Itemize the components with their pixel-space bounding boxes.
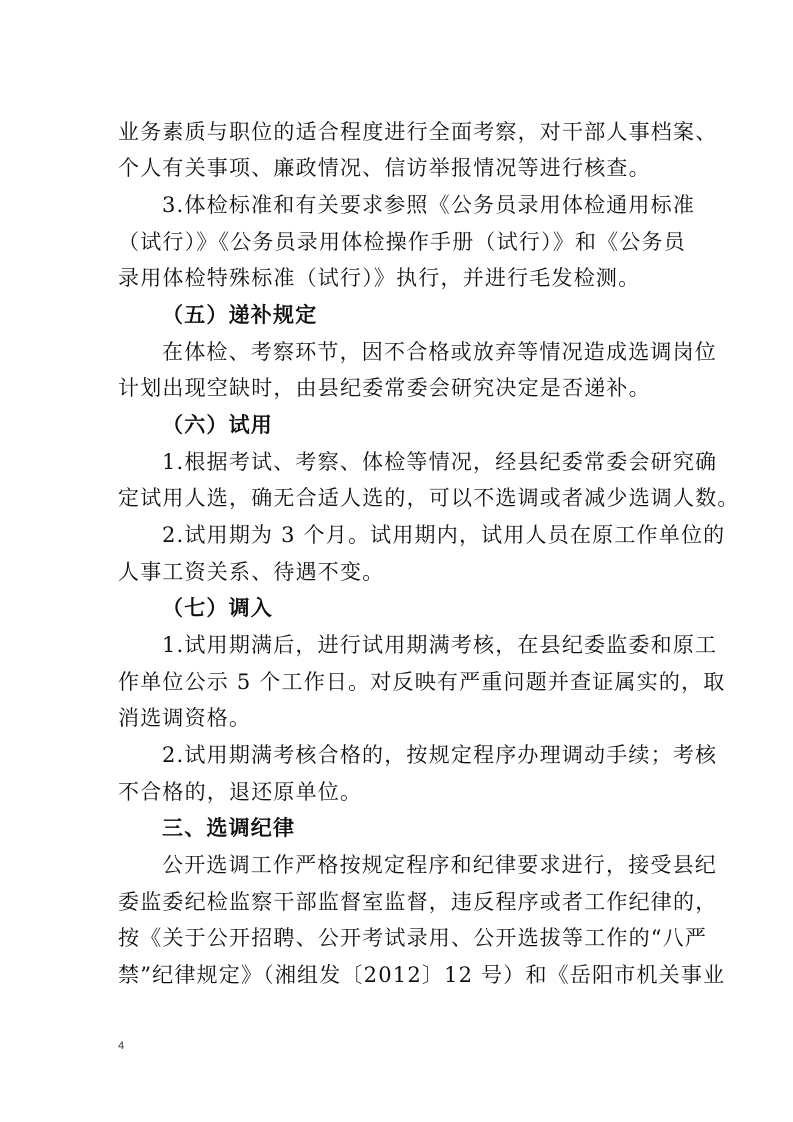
body-line: 2.试用期为 3 个月。试用期内，试用人员在原工作单位的	[162, 523, 726, 547]
body-line: 3.体检标准和有关要求参照《公务员录用体检通用标准	[162, 193, 696, 217]
body-line: 计划出现空缺时，由县纪委常委会研究决定是否递补。	[118, 376, 651, 400]
body-line: 公开选调工作严格按规定程序和纪律要求进行，接受县纪	[162, 853, 717, 877]
body-line: 1.试用期满后，进行试用期满考核，在县纪委监委和原工	[162, 633, 718, 657]
body-line: 消选调资格。	[118, 706, 252, 730]
section-heading: （五）递补规定	[162, 303, 318, 327]
body-line: 定试用人选，确无合适人选的，可以不选调或者减少选调人数。	[118, 486, 740, 510]
body-line: 2.试用期满考核合格的，按规定程序办理调动手续；考核	[162, 743, 718, 767]
section-heading: （六）试用	[162, 413, 273, 437]
body-line: 在体检、考察环节，因不合格或放弃等情况造成选调岗位	[162, 340, 717, 364]
body-line: 作单位公示 5 个工作日。对反映有严重问题并查证属实的，取	[118, 670, 726, 694]
body-line: 1.根据考试、考察、体检等情况，经县纪委常委会研究确	[162, 450, 718, 474]
body-line: 按《关于公开招聘、公开考试录用、公开选拔等工作的“八严	[118, 926, 708, 950]
body-line: 录用体检特殊标准（试行）》执行，并进行毛发检测。	[118, 266, 641, 290]
body-line: （试行）》《公务员录用体检操作手册（试行）》和《公务员	[118, 230, 686, 254]
body-line: 个人有关事项、廉政情况、信访举报情况等进行核查。	[118, 156, 651, 180]
body-line: 业务素质与职位的适合程度进行全面考察，对干部人事档案、	[118, 120, 718, 144]
chapter-heading: 三、选调纪律	[162, 816, 296, 840]
body-line: 禁”纪律规定》（湘组发〔2012〕12 号）和《岳阳市机关事业	[118, 963, 726, 987]
page-number: 4	[118, 1040, 125, 1052]
body-line: 不合格的，退还原单位。	[118, 780, 363, 804]
body-line: 人事工资关系、待遇不变。	[118, 560, 385, 584]
section-heading: （七）调入	[162, 596, 273, 620]
body-line: 委监委纪检监察干部监督室监督，违反程序或者工作纪律的，	[118, 890, 718, 914]
